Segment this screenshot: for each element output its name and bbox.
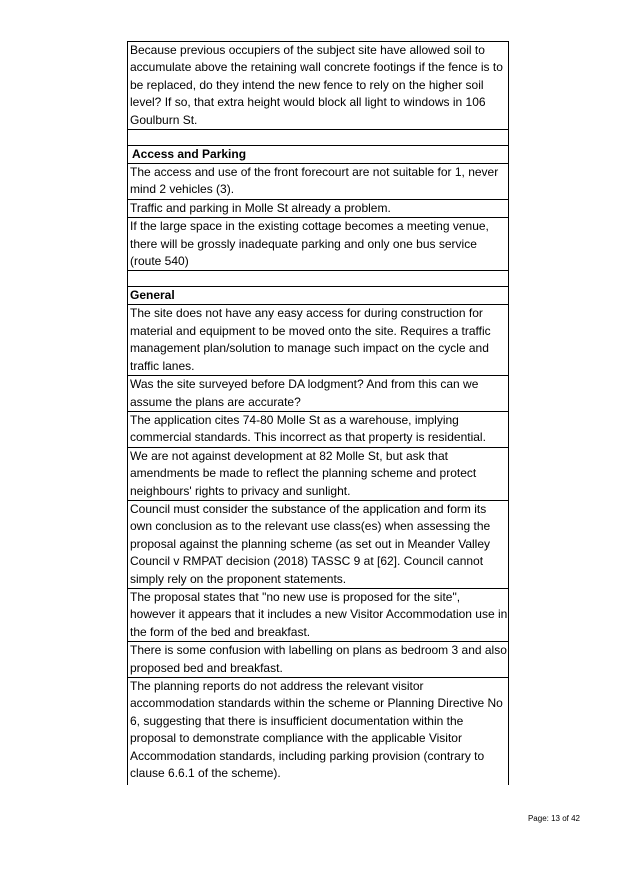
section-heading-row bbox=[128, 287, 509, 305]
table-cell: If the large space in the existing cottage becomes a meeting venue, there will be grossly inadequate parking and only one bus service (route 540) bbox=[128, 218, 509, 271]
section-heading-row bbox=[128, 146, 509, 164]
table-row bbox=[128, 199, 509, 217]
blank-row bbox=[128, 130, 509, 146]
table-cell: We are not against development at 82 Molle St, but ask that amendments be made to reflect the planning scheme and protect neighbours' rights to privacy and sunlight. bbox=[128, 447, 509, 500]
table-cell: Was the site surveyed before DA lodgment? And from this can we assume the plans are accurate? bbox=[128, 376, 509, 412]
table-row bbox=[128, 678, 509, 786]
table-row bbox=[128, 305, 509, 376]
table-row bbox=[128, 376, 509, 412]
table-row bbox=[128, 642, 509, 678]
blank-cell bbox=[128, 130, 509, 146]
blank-cell bbox=[128, 271, 509, 287]
section-heading-access-and-parking: Access and Parking bbox=[128, 146, 509, 164]
table-row bbox=[128, 411, 509, 447]
table-cell: The site does not have any easy access for during construction for material and equipment to be moved onto the site. Requires a traffic management plan/solution to manage such impact on the cycle and traffic lanes. bbox=[128, 305, 509, 376]
table-row bbox=[128, 500, 509, 588]
table-cell: The application cites 74-80 Molle St as a warehouse, implying commercial standards. This incorrect as that property is residential. bbox=[128, 411, 509, 447]
page-number: Page: 13 of 42 bbox=[527, 814, 580, 823]
table-cell: The access and use of the front forecourt are not suitable for 1, never mind 2 vehicles (3). bbox=[128, 164, 509, 200]
blank-row bbox=[128, 271, 509, 287]
table-cell: The proposal states that "no new use is proposed for the site", however it appears that it includes a new Visitor Accommodation use in the form of the bed and breakfast. bbox=[128, 588, 509, 641]
table-cell: There is some confusion with labelling on plans as bedroom 3 and also proposed bed and breakfast. bbox=[128, 642, 509, 678]
table-cell: Council must consider the substance of the application and form its own conclusion as to the relevant use class(es) when assessing the proposal against the planning scheme (as set out in Meander Valley Council v RMPAT decision (2018) TASSC 9 at [62]. Council cannot simply rely on the proponent statements. bbox=[128, 500, 509, 588]
table-row bbox=[128, 447, 509, 500]
submission-table bbox=[127, 41, 509, 785]
table-row bbox=[128, 588, 509, 641]
table-cell: Because previous occupiers of the subject site have allowed soil to accumulate above the retaining wall concrete footings if the fence is to be replaced, do they intend the new fence to rely on the higher soil level? If so, that extra height would block all light to windows in 106 Goulburn St. bbox=[128, 42, 509, 130]
table-cell: Traffic and parking in Molle St already a problem. bbox=[128, 199, 509, 217]
section-heading-general: General bbox=[128, 287, 509, 305]
table-cell: The planning reports do not address the relevant visitor accommodation standards within the scheme or Planning Directive No 6, suggesting that there is insufficient documentation within the proposal to demonstrate compliance with the applicable Visitor Accommodation standards, including parking provision (contrary to clause 6.6.1 of the scheme). bbox=[128, 678, 509, 786]
table-row bbox=[128, 164, 509, 200]
table-row bbox=[128, 42, 509, 130]
table-row bbox=[128, 218, 509, 271]
